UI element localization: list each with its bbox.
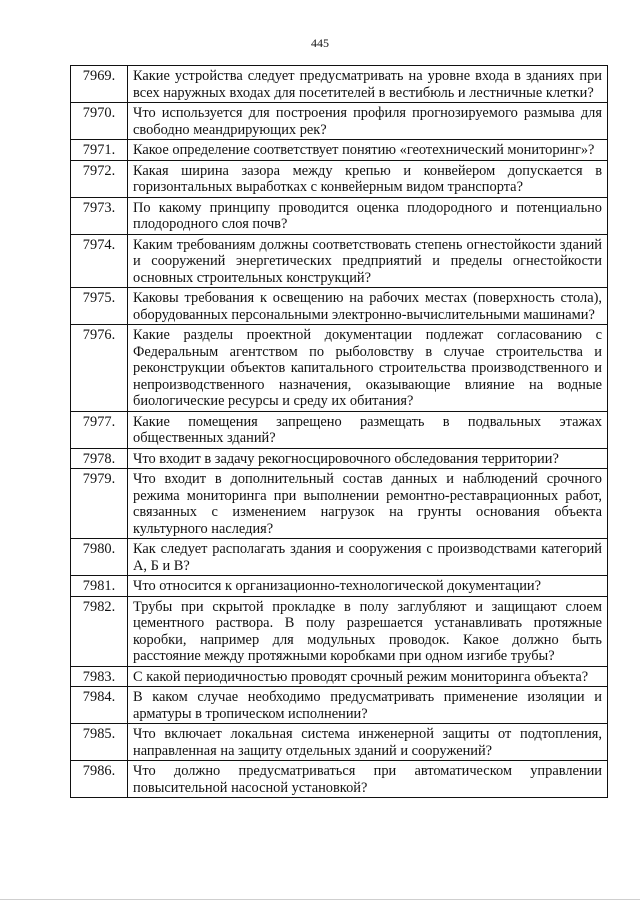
question-row <box>71 411 608 448</box>
question-row <box>71 160 608 197</box>
question-number: 7970. <box>71 103 128 140</box>
question-row <box>71 197 608 234</box>
page-number: 445 <box>311 36 329 50</box>
question-row <box>71 724 608 761</box>
question-row <box>71 140 608 161</box>
question-row <box>71 288 608 325</box>
question-row <box>71 66 608 103</box>
question-row <box>71 666 608 687</box>
question-text: Каким требованиям должны соответствовать степень огнестойкости зданий и сооружений энергетических предприятий и пределы огнестойкости основных строительных конструкций? <box>128 234 608 288</box>
question-number: 7969. <box>71 66 128 103</box>
question-row <box>71 234 608 288</box>
question-number: 7984. <box>71 687 128 724</box>
question-text: Что используется для построения профиля прогнозируемого размыва для свободно меандрирующих рек? <box>128 103 608 140</box>
question-text: Какие помещения запрещено размещать в подвальных этажах общественных зданий? <box>128 411 608 448</box>
question-text: Какое определение соответствует понятию «геотехнический мониторинг»? <box>128 140 608 161</box>
question-text: С какой периодичностью проводят срочный режим мониторинга объекта? <box>128 666 608 687</box>
questions-table-body <box>71 66 608 798</box>
question-row <box>71 687 608 724</box>
question-text: В каком случае необходимо предусматривать применение изоляции и арматуры в тропическом исполнении? <box>128 687 608 724</box>
question-number: 7972. <box>71 160 128 197</box>
question-text: Какая ширина зазора между крепью и конвейером допускается в горизонтальных выработках с конвейерным видом транспорта? <box>128 160 608 197</box>
question-row <box>71 469 608 539</box>
question-number: 7978. <box>71 448 128 469</box>
question-row <box>71 761 608 798</box>
question-number: 7971. <box>71 140 128 161</box>
question-text: Какие устройства следует предусматривать на уровне входа в зданиях при всех наружных входах для посетителей в вестибюль и лестничные клетки? <box>128 66 608 103</box>
question-number: 7975. <box>71 288 128 325</box>
question-row <box>71 448 608 469</box>
question-text: Что относится к организационно-технологической документации? <box>128 576 608 597</box>
question-number: 7979. <box>71 469 128 539</box>
question-text: Что входит в задачу рекогносцировочного обследования территории? <box>128 448 608 469</box>
question-row <box>71 103 608 140</box>
question-row <box>71 539 608 576</box>
question-number: 7986. <box>71 761 128 798</box>
questions-table <box>70 65 608 798</box>
question-text: Какие разделы проектной документации подлежат согласованию с Федеральным агентством по рыболовству в случае строительства и реконструкции объектов капитального строительства производственного и непроизводственного назначения, оказывающие влияние на водные биологические ресурсы и среду их обитания? <box>128 325 608 412</box>
question-number: 7973. <box>71 197 128 234</box>
question-number: 7981. <box>71 576 128 597</box>
question-row <box>71 576 608 597</box>
question-text: Трубы при скрытой прокладке в полу заглубляют и защищают слоем цементного раствора. В полу разрешается устанавливать протяжные коробки, например для модульных проводок. Какое должно быть расстояние между протяжными коробками при одном изгибе трубы? <box>128 596 608 666</box>
bottom-divider <box>0 899 640 900</box>
question-text: Что должно предусматриваться при автоматическом управлении повысительной насосной установкой? <box>128 761 608 798</box>
question-text: По какому принципу проводится оценка плодородного и потенциально плодородного слоя почв? <box>128 197 608 234</box>
question-number: 7982. <box>71 596 128 666</box>
question-number: 7980. <box>71 539 128 576</box>
question-number: 7977. <box>71 411 128 448</box>
question-number: 7985. <box>71 724 128 761</box>
question-number: 7983. <box>71 666 128 687</box>
question-text: Как следует располагать здания и сооружения с производствами категорий А, Б и В? <box>128 539 608 576</box>
question-number: 7976. <box>71 325 128 412</box>
question-row <box>71 325 608 412</box>
question-row <box>71 596 608 666</box>
question-text: Каковы требования к освещению на рабочих местах (поверхность стола), оборудованных персональными электронно-вычислительными машинами? <box>128 288 608 325</box>
question-number: 7974. <box>71 234 128 288</box>
question-text: Что включает локальная система инженерной защиты от подтопления, направленная на защиту отдельных зданий и сооружений? <box>128 724 608 761</box>
question-text: Что входит в дополнительный состав данных и наблюдений срочного режима мониторинга при выполнении ремонтно-реставрационных работ, связанных с изменением нагрузок на грунты основания объекта культурного наследия? <box>128 469 608 539</box>
